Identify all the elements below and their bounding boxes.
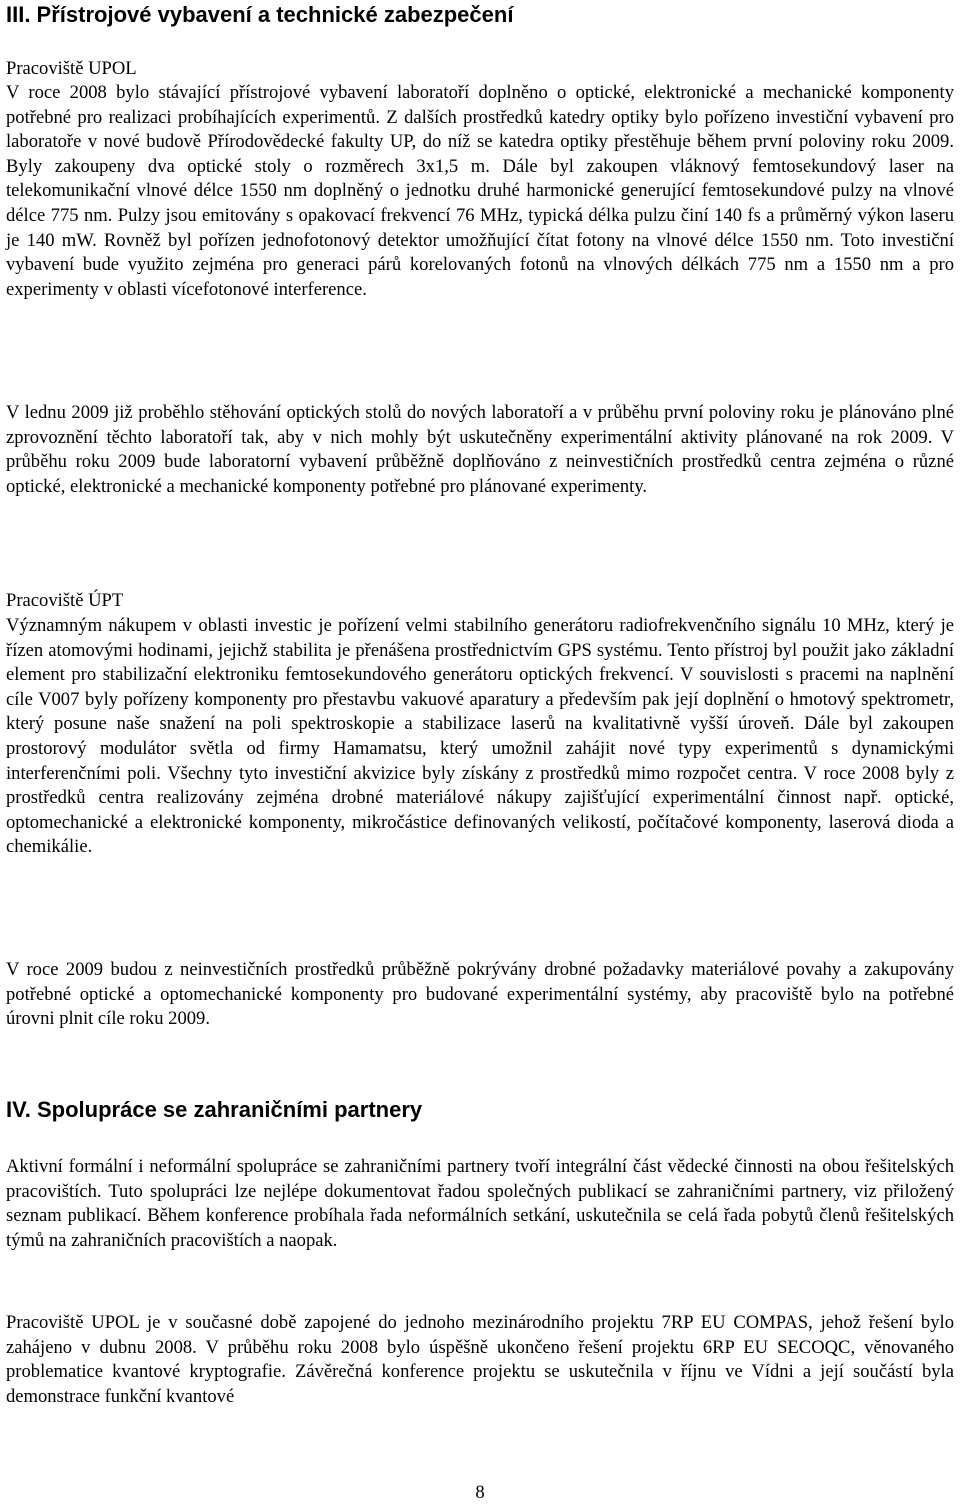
paragraph-upol-relocation: V lednu 2009 již proběhlo stěhování optických stolů do nových laboratoří a v průběhu první poloviny roku je plánováno plné zprovoznění těchto laboratoří tak, aby v nich mohly být uskutečněny experimentální aktivity plánované na rok 2009. V průběhu roku 2009 bude laboratorní vybavení průběžně doplňováno z neinvestičních prostředků centra zejména o různé optické, elektronické a mechanické komponenty potřebné pro plánované experimenty. [6, 402, 954, 497]
subsection-label-upt: Pracoviště ÚPT [6, 590, 124, 611]
page-number: 8 [475, 1482, 485, 1503]
paragraph-upt-equipment: Významným nákupem v oblasti investic je pořízení velmi stabilního generátoru radiofrekvenčního signálu 10 MHz, který je řízen atomovými hodinami, jejichž stabilita je přenášena prostřednictvím GPS systému. Tento přístroj byl použit jako základní element pro stabilizační elektroniku femtosekundového generátoru optických frekvencí. V souvislosti s pracemi na naplnění cíle V007 byly pořízeny komponenty pro přestavbu vakuové aparatury a především pak její doplnění o hmotový spektrometr, který posune naše snažení na poli spektroskopie a stabilizace laserů na kvalitativně vyšší úroveň. Dále byl zakoupen prostorový modulátor světla od firmy Hamamatsu, který umožnil zahájit nové typy experimentů s dynamickými interferenčními poli. Všechny tyto investiční akvizice byly získány z prostředků mimo rozpočet centra. V roce 2008 byly z prostředků centra realizovány zejména drobné materiálové nákupy zajišťující experimentální činnost např. optické, optomechanické a elektronické komponenty, mikročástice definovaných velikostí, počítačové komponenty, laserová dioda a chemikálie. [6, 615, 954, 858]
paragraph-upt-plans: V roce 2009 budou z neinvestičních prostředků průběžně pokrývány drobné požadavky materiálové povahy a zakupovány potřebné optické a optomechanické komponenty pro budované experimentální systémy, aby pracoviště bylo na potřebné úrovni plnit cíle roku 2009. [6, 959, 954, 1030]
paragraph-international-cooperation: Aktivní formální i neformální spolupráce se zahraničními partnery tvoří integrální část vědecké činnosti na obou řešitelských pracovištích. Tuto spolupráci lze nejlépe dokumentovat řadou společných publikací se zahraničními partnery, viz přiložený seznam publikací. Během konference probíhala řada neformálních setkání, uskutečnila se celá řada pobytů členů řešitelských týmů na zahraničních pracovištích a naopak. [6, 1156, 954, 1251]
subsection-label-upol: Pracoviště UPOL [6, 58, 137, 79]
section-heading-equipment: III. Přístrojové vybavení a technické zabezpečení [6, 2, 514, 27]
paragraph-upol-equipment: V roce 2008 bylo stávající přístrojové vybavení laboratoří doplněno o optické, elektronické a mechanické komponenty potřebné pro realizaci probíhajících experimentů. Z dalších prostředků katedry optiky bylo pořízeno investiční vybavení pro laboratoře v nové budově Přírodovědecké fakulty UP, do níž se katedra optiky přestěhuje během první poloviny roku 2009. Byly zakoupeny dva optické stoly o rozměrech 3x1,5 m. Dále byl zakoupen vláknový femtosekundový laser na telekomunikační vlnové délce 1550 nm doplněný o jednotku druhé harmonické generující femtosekundové pulzy na vlnové délce 775 nm. Pulzy jsou emitovány s opakovací frekvencí 76 MHz, typická délka pulzu činí 140 fs a průměrný výkon laseru je 140 mW. Rovněž byl pořízen jednofotonový detektor umožňující čítat fotony na vlnové délce 1550 nm. Toto investiční vybavení bude využito zejména pro generaci párů korelovaných fotonů na vlnových délkách 775 nm a 1550 nm a pro experimenty v oblasti vícefotonové interference. [6, 82, 954, 300]
section-heading-international: IV. Spolupráce se zahraničními partnery [6, 1097, 423, 1122]
paragraph-international-projects: Pracoviště UPOL je v současné době zapojené do jednoho mezinárodního projektu 7RP EU COMPAS, jehož řešení bylo zahájeno v dubnu 2008. V průběhu roku 2008 bylo úspěšně ukončeno řešení projektu 6RP EU SECOQC, věnovaného problematice kvantové kryptografie. Závěrečná konference projektu se uskutečnila v říjnu ve Vídni a její součástí byla demonstrace funkční kvantové [6, 1312, 954, 1407]
